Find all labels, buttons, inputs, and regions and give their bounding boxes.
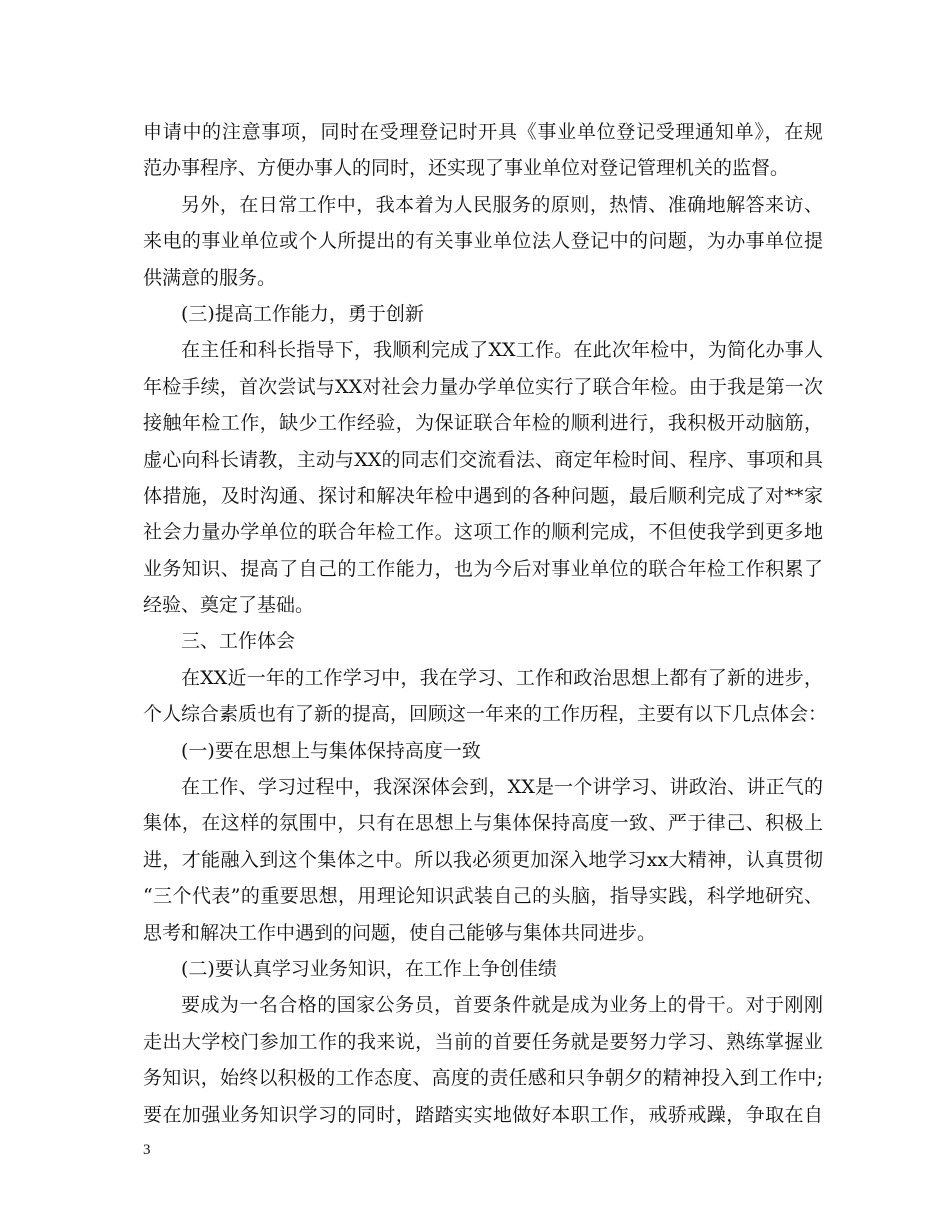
text-line: 集体，在这样的氛围中，只有在思想上与集体保持高度一致、严于律己、积极上: [143, 812, 823, 835]
text-line: 在XX近一年的工作学习中，我在学习、工作和政治思想上都有了新的进步，: [181, 666, 823, 689]
text-line: 体措施，及时沟通、探讨和解决年检中遇到的各种问题，最后顺利完成了对**家: [143, 484, 823, 507]
text-line: 供满意的服务。: [143, 266, 277, 289]
text-line: 走出大学校门参加工作的我来说，当前的首要任务就是要努力学习、熟练掌握业: [143, 1030, 823, 1053]
section-heading: (二)要认真学习业务知识，在工作上争创佳绩: [181, 957, 557, 980]
page-number: 3: [143, 1142, 151, 1158]
text-line: 虚心向科长请教，主动与XX的同志们交流看法、商定年检时间、程序、事项和具: [143, 448, 823, 471]
section-heading: (三)提高工作能力，勇于创新: [181, 302, 424, 325]
text-line: 年检手续，首次尝试与XX对社会力量办学单位实行了联合年检。由于我是第一次: [143, 375, 823, 398]
text-line: 社会力量办学单位的联合年检工作。这项工作的顺利完成，不但使我学到更多地: [143, 521, 823, 544]
text-line: 范办事程序、方便办事人的同时，还实现了事业单位对登记管理机关的监督。: [143, 157, 790, 180]
text-line: “三个代表”的重要思想，用理论知识武装自己的头脑，指导实践，科学地研究、: [143, 885, 823, 908]
body-text: [143, 114, 828, 1133]
text-line: 要在加强业务知识学习的同时，踏踏实实地做好本职工作，戒骄戒躁，争取在自: [143, 1103, 823, 1126]
text-line: 接触年检工作，缺少工作经验，为保证联合年检的顺利进行，我积极开动脑筋，: [143, 412, 823, 435]
text-line: 进，才能融入到这个集体之中。所以我必须更加深入地学习xx大精神，认真贯彻: [143, 848, 823, 871]
text-line: 在主任和科长指导下，我顺利完成了XX工作。在此次年检中，为简化办事人: [181, 339, 823, 362]
text-line: 来电的事业单位或个人所提出的有关事业单位法人登记中的问题，为办事单位提: [143, 230, 823, 253]
text-line: 要成为一名合格的国家公务员，首要条件就是成为业务上的骨干。对于刚刚: [181, 994, 823, 1017]
text-line: 在工作、学习过程中，我深深体会到，XX是一个讲学习、讲政治、讲正气的: [181, 776, 823, 799]
text-line: 思考和解决工作中遇到的问题，使自己能够与集体共同进步。: [143, 921, 657, 944]
section-heading: (一)要在思想上与集体保持高度一致: [181, 739, 481, 762]
text-line: 经验、奠定了基础。: [143, 594, 315, 617]
text-line: 个人综合素质也有了新的提高，回顾这一年来的工作历程，主要有以下几点体会：: [143, 703, 828, 726]
text-line: 申请中的注意事项，同时在受理登记时开具《事业单位登记受理通知单》，在规: [143, 121, 823, 143]
text-line: 务知识，始终以积极的工作态度、高度的责任感和只争朝夕的精神投入到工作中;: [143, 1067, 823, 1090]
text-line: 业务知识、提高了自己的工作能力，也为今后对事业单位的联合年检工作积累了: [143, 557, 823, 580]
text-line: 另外，在日常工作中，我本着为人民服务的原则，热情、准确地解答来访、: [181, 193, 823, 216]
section-heading: 三、工作体会: [181, 630, 296, 653]
